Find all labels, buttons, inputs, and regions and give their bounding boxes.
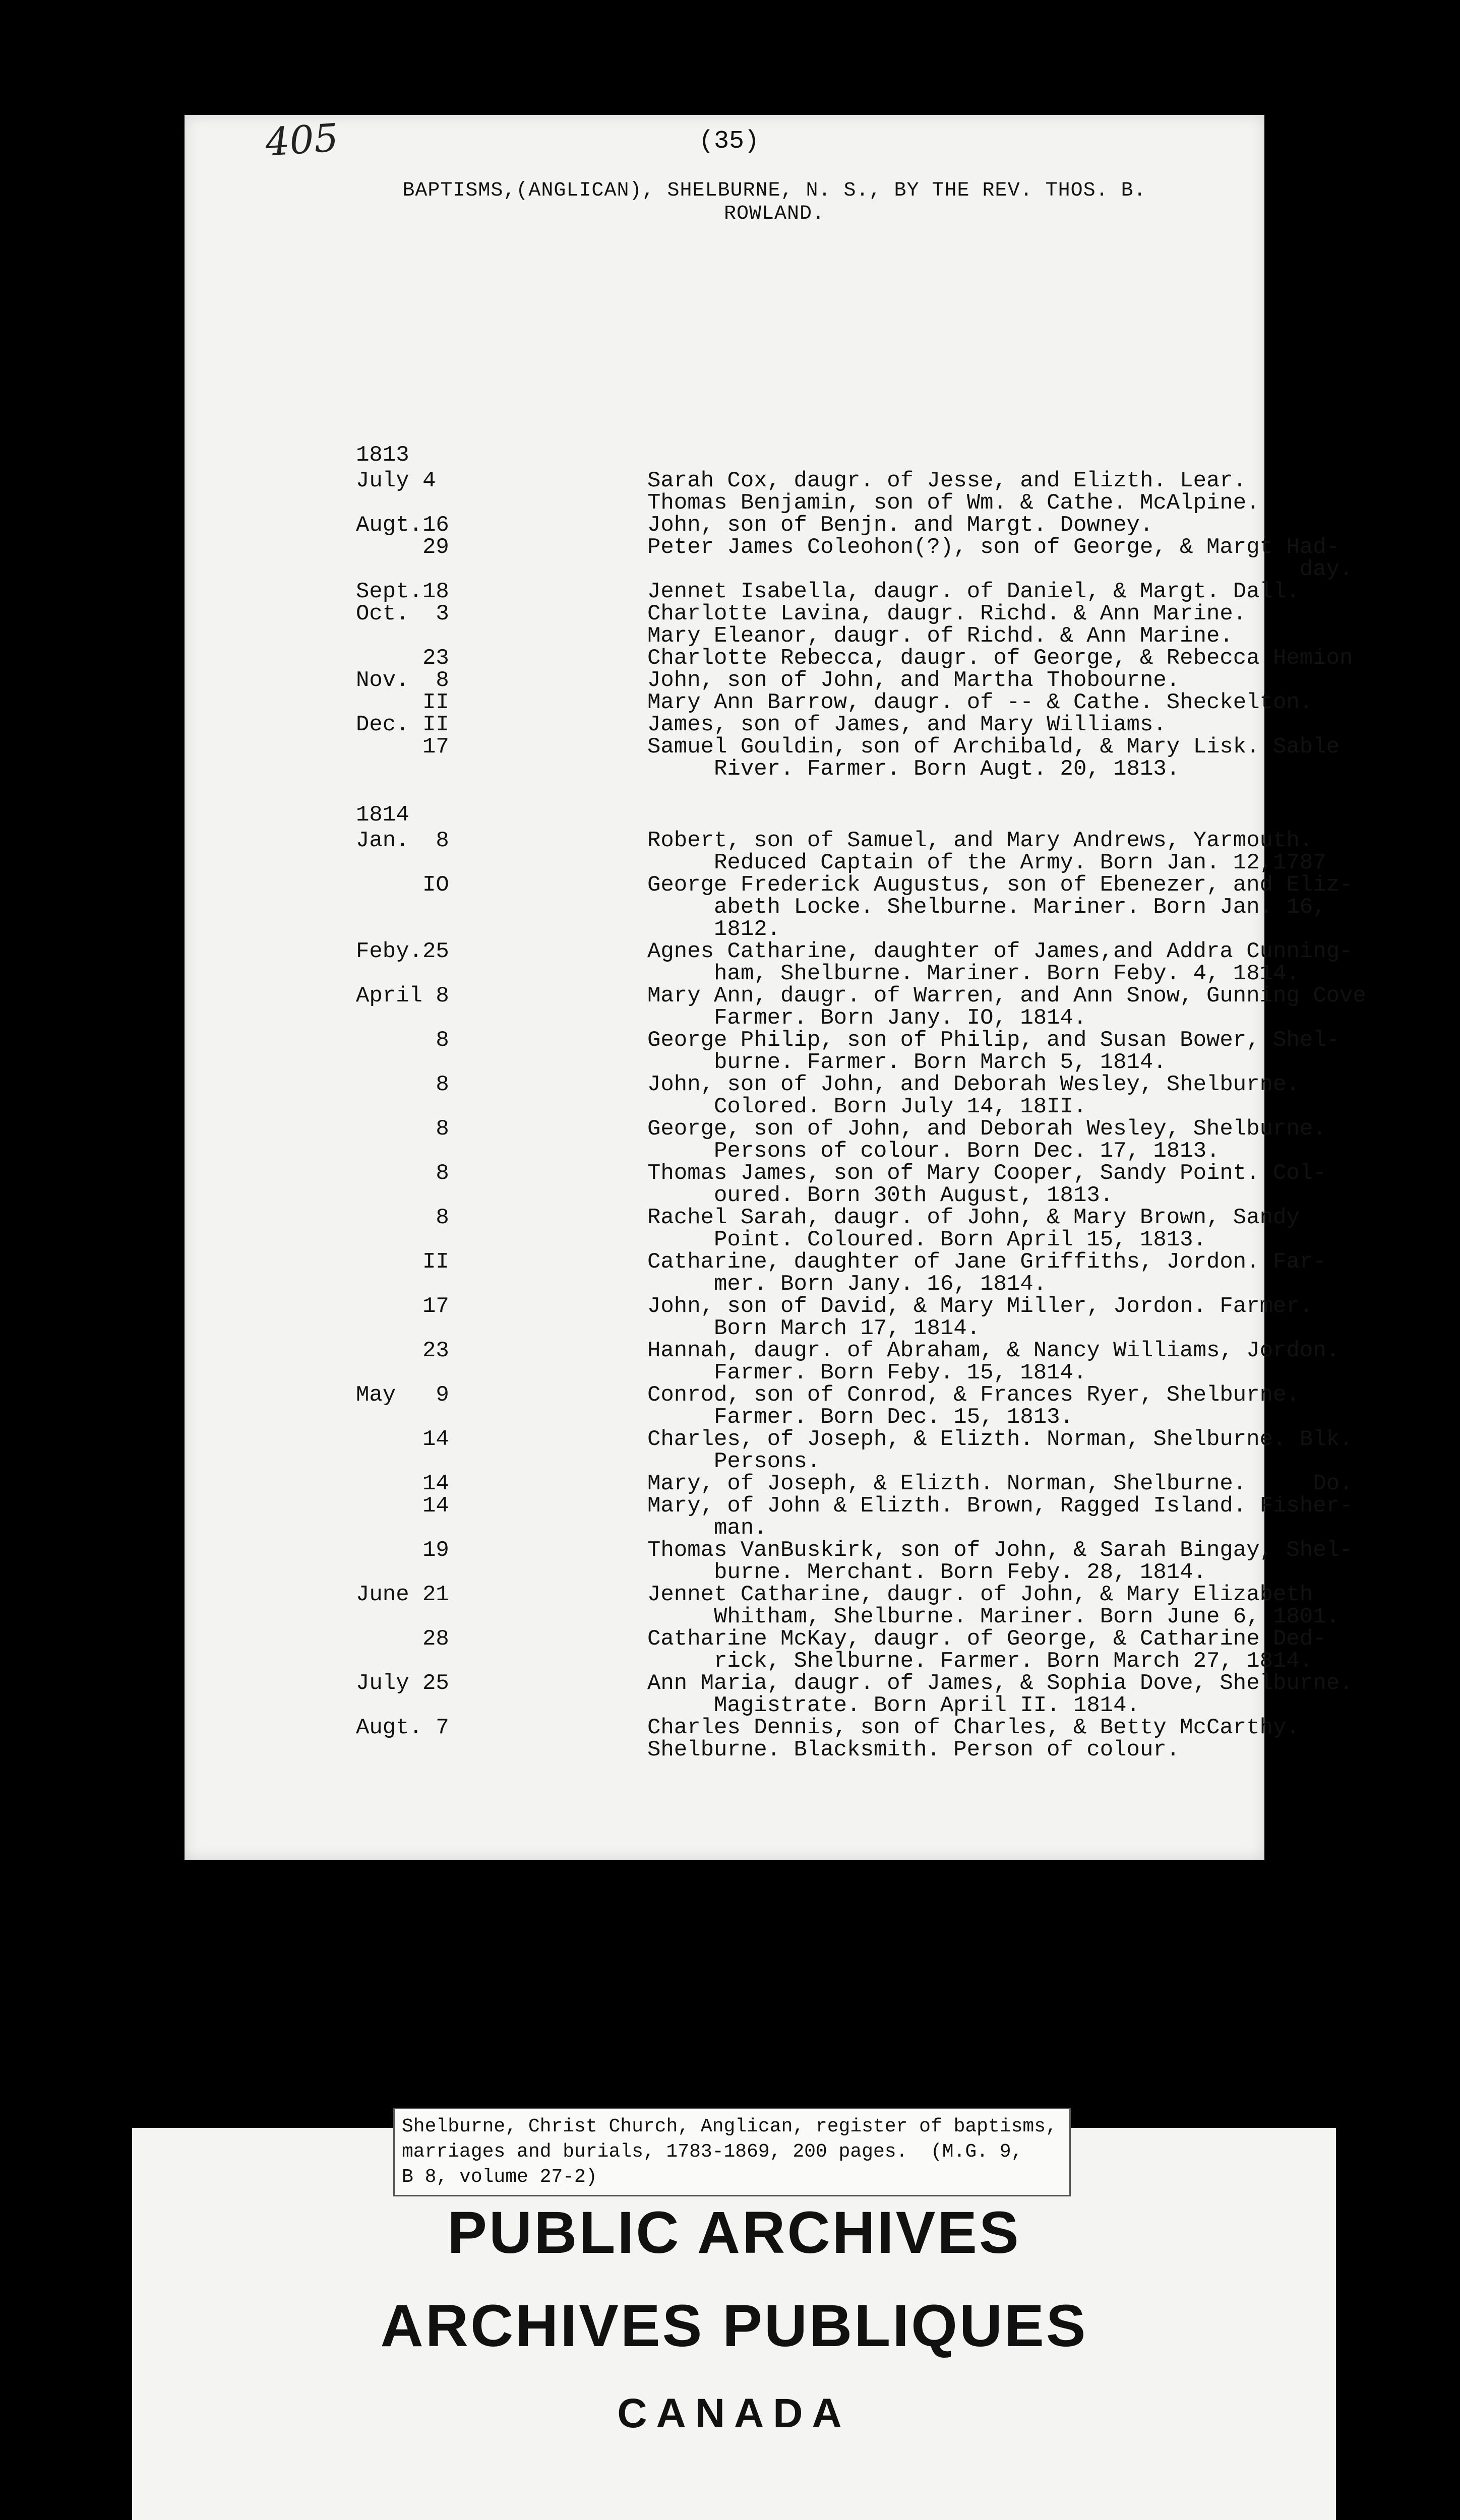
record-text: Charles, of Joseph, & Elizth. Norman, Shelburne. Blk. Persons. (647, 1427, 1353, 1474)
record-date: May 9 (356, 1382, 449, 1408)
record-date: Augt.16 (356, 513, 449, 538)
record-date: 8 (356, 1116, 449, 1142)
record-text: Thomas James, son of Mary Cooper, Sandy Point. Col- oured. Born 30th August, 1813. (647, 1161, 1326, 1208)
record-text: John, son of John, and Deborah Wesley, Shelburne. Colored. Born July 14, 18II. (647, 1072, 1300, 1119)
record-text: Mary Ann Barrow, daugr. of -- & Cathe. Sheckelton. (647, 690, 1313, 715)
record-text: Mary, of Joseph, & Elizth. Norman, Shelburne. Do. (647, 1471, 1353, 1496)
record-text: Jennet Isabella, daugr. of Daniel, & Margt. Dall. (647, 579, 1300, 604)
folio-number: 405 (264, 115, 340, 165)
record-date: 14 (356, 1493, 449, 1519)
record-text: John, son of Benjn. and Margt. Downey. (647, 513, 1153, 538)
record-text: Mary Ann, daugr. of Warren, and Ann Snow, Gunning Cove Farmer. Born Jany. IO, 1814. (647, 983, 1366, 1031)
record-date: Oct. 3 (356, 601, 449, 626)
record-text: John, son of John, and Martha Thobourne. (647, 668, 1180, 693)
record-date: 23 (356, 1338, 449, 1363)
record-date: IO (356, 872, 449, 898)
record-date: II (356, 1249, 449, 1275)
record-date: 8 (356, 1028, 449, 1053)
page-title: BAPTISMS,(ANGLICAN), SHELBURNE, N. S., BY THE REV. THOS. B. ROWLAND. (402, 179, 1146, 225)
year-heading: 1814 (356, 802, 409, 828)
record-date: II (356, 690, 449, 715)
archives-country: CANADA (617, 2390, 851, 2436)
record-text: Ann Maria, daugr. of James, & Sophia Dove, Shelburne. Magistrate. Born April II. 1814. (647, 1671, 1353, 1718)
register-page (185, 115, 1366, 1860)
record-date: 8 (356, 1205, 449, 1230)
record-text: Mary, of John & Elizth. Brown, Ragged Island. Fisher- man. (647, 1493, 1353, 1541)
record-text: George, son of John, and Deborah Wesley, Shelburne. Persons of colour. Born Dec. 17, 1813. (647, 1116, 1326, 1164)
record-date: April 8 (356, 983, 449, 1009)
record-text: Catharine McKay, daugr. of George, & Catharine Ded- rick, Shelburne. Farmer. Born March 27, 1814. (647, 1626, 1326, 1674)
record-text: Catharine, daughter of Jane Griffiths, Jordon. Far- mer. Born Jany. 16, 1814. (647, 1249, 1326, 1297)
archives-label-card (132, 2116, 1336, 2520)
record-date: 8 (356, 1072, 449, 1097)
record-date: Dec. II (356, 712, 449, 737)
record-text: James, son of James, and Mary Williams. (647, 712, 1167, 737)
record-date: 19 (356, 1538, 449, 1563)
record-date: 8 (356, 1161, 449, 1186)
record-text: Conrod, son of Conrod, & Frances Ryer, Shelburne. Farmer. Born Dec. 15, 1813. (647, 1382, 1300, 1430)
record-text: Jennet Catharine, daugr. of John, & Mary Elizabeth Whitham, Shelburne. Mariner. Born June 6, 1801. (647, 1582, 1340, 1629)
record-date: Sept.18 (356, 579, 449, 604)
record-text: Robert, son of Samuel, and Mary Andrews, Yarmouth. Reduced Captain of the Army. Born Jan. 12,1787 (647, 828, 1326, 875)
record-date: 23 (356, 646, 449, 671)
record-date: Jan. 8 (356, 828, 449, 853)
record-date: 14 (356, 1427, 449, 1452)
record-date: Feby.25 (356, 939, 449, 964)
record-date: 17 (356, 734, 449, 760)
record-date: July 4 (356, 468, 436, 493)
record-date: 29 (356, 535, 449, 560)
record-text: Charles Dennis, son of Charles, & Betty McCarthy. Shelburne. Blacksmith. Person of colour. (647, 1715, 1300, 1762)
record-date: Nov. 8 (356, 668, 449, 693)
record-text: Hannah, daugr. of Abraham, & Nancy Williams, Jordon. Farmer. Born Feby. 15, 1814. (647, 1338, 1340, 1385)
archives-title-fr: ARCHIVES PUBLIQUES (380, 2293, 1088, 2359)
citation-slip: Shelburne, Christ Church, Anglican, register of baptisms, marriages and burials, 1783-1869, 200 pages. (M.G. 9, B 8, volume 27-2) (393, 2108, 1071, 2196)
record-date: July 25 (356, 1671, 449, 1696)
archives-title-en: PUBLIC ARCHIVES (447, 2199, 1021, 2266)
record-date: 17 (356, 1294, 449, 1319)
record-text: Agnes Catharine, daughter of James,and Addra Cunning- ham, Shelburne. Mariner. Born Feby. 4, 1814. (647, 939, 1353, 986)
record-date: June 21 (356, 1582, 449, 1607)
record-text: Samuel Gouldin, son of Archibald, & Mary Lisk. Sable River. Farmer. Born Augt. 20, 1813. (647, 734, 1340, 782)
record-text: Charlotte Rebecca, daugr. of George, & Rebecca Hemion (647, 646, 1353, 671)
page-number: (35) (699, 127, 760, 156)
record-text: Rachel Sarah, daugr. of John, & Mary Brown, Sandy Point. Coloured. Born April 15, 1813. (647, 1205, 1300, 1252)
year-heading: 1813 (356, 443, 409, 468)
record-text: Charlotte Lavina, daugr. Richd. & Ann Marine. Mary Eleanor, daugr. of Richd. & Ann Marine. (647, 601, 1247, 649)
record-date: 28 (356, 1626, 449, 1652)
record-text: Peter James Coleohon(?), son of George, & Margt Had- day. (647, 535, 1353, 582)
record-text: Thomas VanBuskirk, son of John, & Sarah Bingay, Shel- burne. Merchant. Born Feby. 28, 1814. (647, 1538, 1353, 1585)
record-date: Augt. 7 (356, 1715, 449, 1740)
record-text: George Philip, son of Philip, and Susan Bower, Shel- burne. Farmer. Born March 5, 1814. (647, 1028, 1340, 1075)
record-text: George Frederick Augustus, son of Ebenezer, and Eliz- abeth Locke. Shelburne. Mariner. Born Jan. 16, 1812. (647, 872, 1353, 942)
record-text: Sarah Cox, daugr. of Jesse, and Elizth. Lear. Thomas Benjamin, son of Wm. & Cathe. McAlpine. (647, 468, 1260, 516)
record-text: John, son of David, & Mary Miller, Jordon. Farmer. Born March 17, 1814. (647, 1294, 1313, 1341)
record-date: 14 (356, 1471, 449, 1496)
